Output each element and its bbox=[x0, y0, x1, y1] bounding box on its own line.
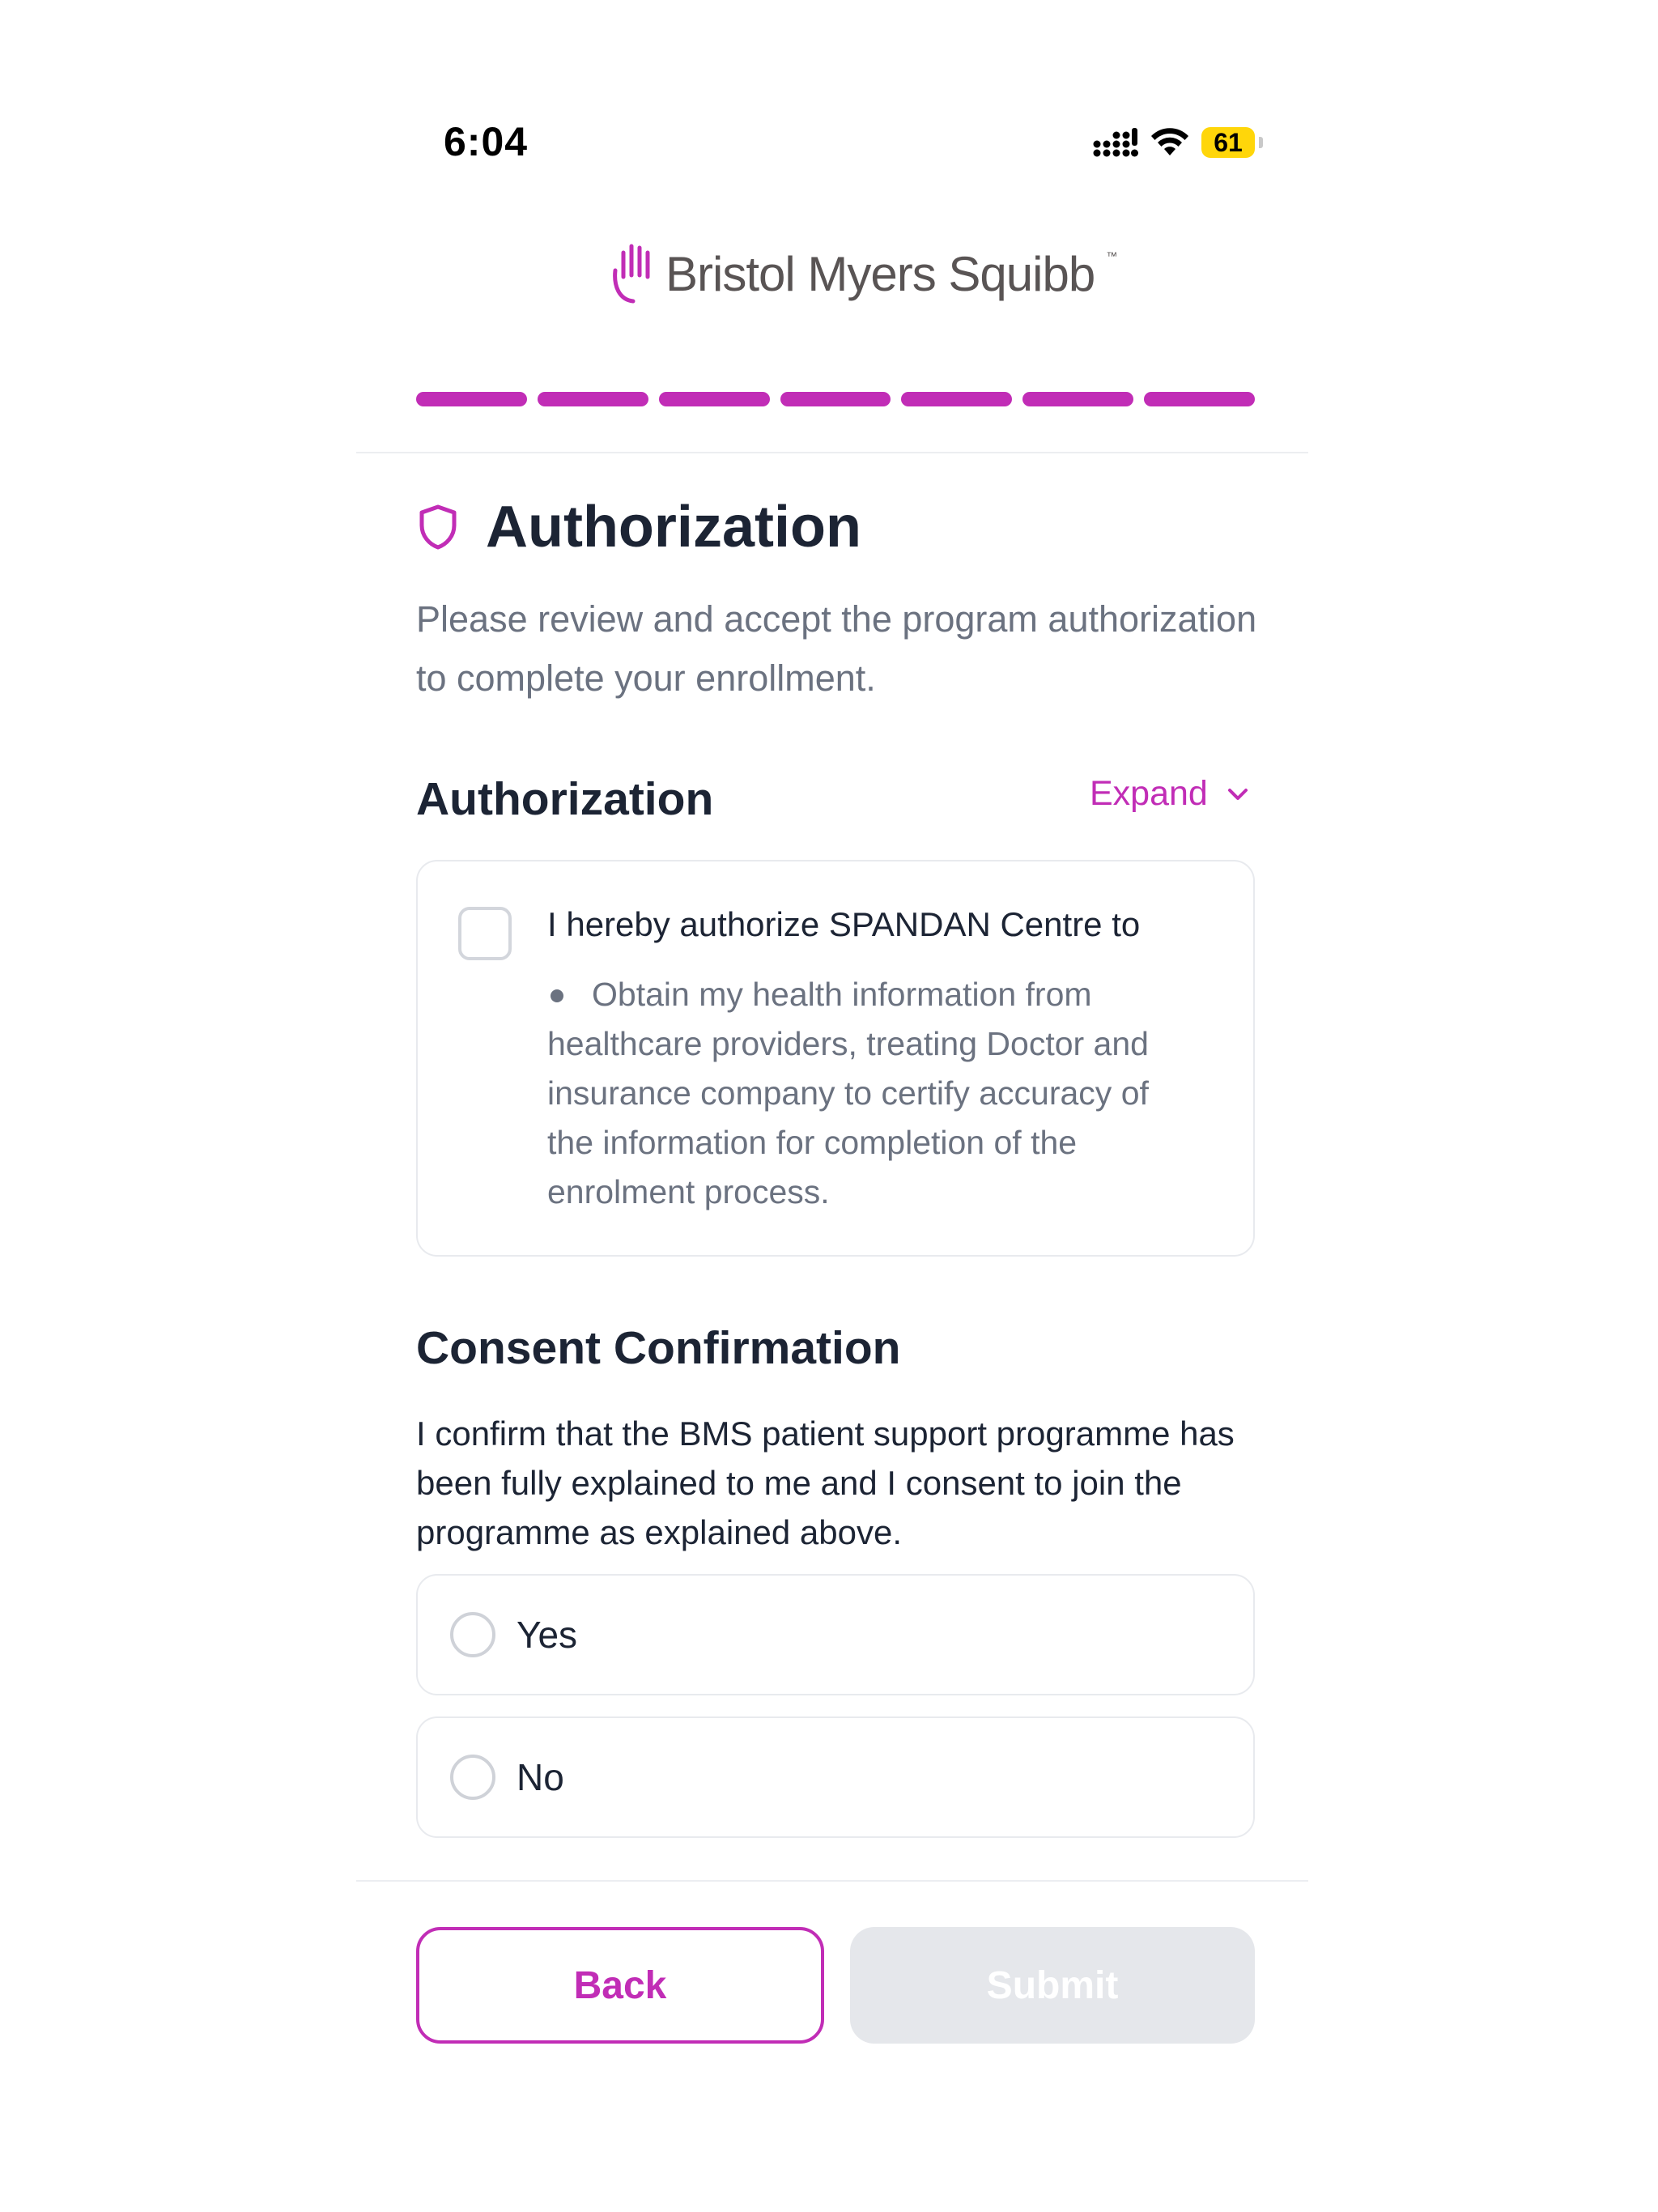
progress-step bbox=[538, 392, 648, 406]
page-title: Authorization bbox=[486, 495, 861, 559]
shield-icon bbox=[418, 504, 458, 551]
consent-option-yes[interactable] bbox=[416, 1574, 1255, 1695]
progress-stepper bbox=[416, 392, 1255, 406]
consent-text: I confirm that the BMS patient support programme has been fully explained to me and I consent to join the programme as explained above. bbox=[416, 1414, 1235, 1551]
progress-step bbox=[1022, 392, 1133, 406]
wifi-icon bbox=[1150, 126, 1190, 159]
consent-option-no[interactable] bbox=[416, 1716, 1255, 1838]
progress-step bbox=[901, 392, 1012, 406]
expand-label: Expand bbox=[1090, 774, 1208, 813]
brand-trademark: ™ bbox=[1106, 249, 1118, 262]
footer-divider bbox=[356, 1880, 1308, 1882]
radio-label-no: No bbox=[517, 1756, 564, 1798]
hand-logo-icon bbox=[612, 243, 654, 304]
battery-level: 61 bbox=[1214, 127, 1243, 157]
battery-icon bbox=[1201, 127, 1255, 158]
authorization-checkbox[interactable] bbox=[458, 907, 512, 960]
brand-logo bbox=[612, 243, 1117, 304]
progress-step bbox=[416, 392, 527, 406]
radio-yes[interactable] bbox=[450, 1612, 495, 1657]
radio-no[interactable] bbox=[450, 1755, 495, 1800]
brand-name: Bristol Myers Squibb bbox=[665, 246, 1095, 301]
back-button[interactable]: Back bbox=[416, 1927, 824, 2044]
authorization-bullet: Obtain my health information from healthcare providers, treating Doctor and insurance company to certify accuracy of the information for completion of the enrolment process. bbox=[547, 976, 1149, 1210]
header-divider bbox=[356, 452, 1308, 453]
chevron-down-icon bbox=[1226, 786, 1250, 802]
expand-button[interactable] bbox=[1090, 774, 1250, 814]
progress-step bbox=[780, 392, 891, 406]
submit-button[interactable]: Submit bbox=[850, 1927, 1255, 2044]
authorization-section-title: Authorization bbox=[416, 773, 714, 825]
status-icons bbox=[1093, 121, 1255, 164]
status-time: 6:04 bbox=[444, 119, 529, 164]
consent-section-title: Consent Confirmation bbox=[416, 1322, 901, 1374]
cellular-signal-icon bbox=[1093, 126, 1138, 159]
progress-step bbox=[659, 392, 770, 406]
page-description: Please review and accept the program authorization to complete your enrollment. bbox=[416, 598, 1257, 699]
radio-label-yes: Yes bbox=[517, 1614, 578, 1656]
authorization-lead: I hereby authorize SPANDAN Centre to bbox=[547, 905, 1141, 943]
page-heading bbox=[418, 494, 861, 560]
progress-step bbox=[1144, 392, 1255, 406]
